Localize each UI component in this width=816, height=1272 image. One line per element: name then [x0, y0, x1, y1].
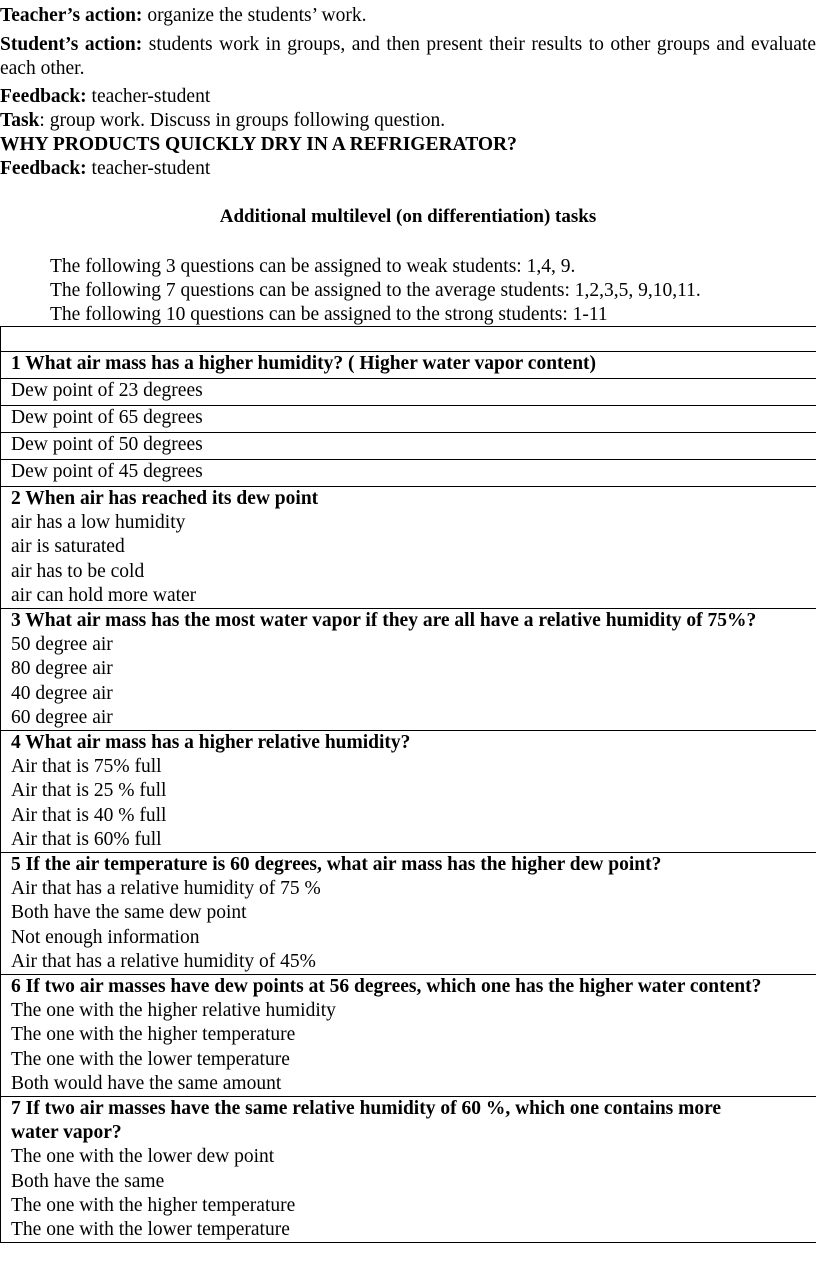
q2-option-1: air has a low humidity [11, 512, 186, 534]
q5-question: 5 If the air temperature is 60 degrees, what air mass has the higher dew point? [11, 854, 662, 876]
q1-question-row [1, 352, 816, 379]
q6-question: 6 If two air masses have dew points at 56 degrees, which one has the higher water content? [11, 976, 762, 998]
student-action-label: Student’s action: [0, 34, 143, 55]
q6-option-2: The one with the higher temperature [11, 1024, 296, 1046]
task-text: : group work. Discuss in groups following question. [39, 110, 446, 131]
q4-block [1, 731, 816, 853]
quiz-table [0, 326, 816, 1243]
q5-block-row [1, 853, 816, 975]
q6-block [1, 975, 816, 1097]
teacher-action-label: Teacher’s action: [0, 5, 143, 26]
q6-option-4: Both would have the same amount [11, 1072, 282, 1094]
q7-option-1: The one with the lower dew point [11, 1146, 275, 1168]
q5-option-4: Air that has a relative humidity of 45% [11, 950, 316, 972]
q1-option-2: Dew point of 65 degrees [1, 406, 816, 433]
q3-option-4: 60 degree air [11, 706, 113, 728]
assignment-average: The following 7 questions can be assigned to the average students: 1,2,3,5, 9,10,11. [50, 280, 701, 301]
q5-option-2: Both have the same dew point [11, 902, 247, 924]
q2-option-2: air is saturated [11, 536, 125, 558]
feedback-line-2 [0, 157, 210, 181]
q7-question-line-1: 7 If two air masses have the same relative humidity of 60 %, which one contains more [11, 1098, 722, 1120]
table-row [1, 433, 816, 460]
q2-block-row [1, 487, 816, 609]
q4-option-1: Air that is 75% full [11, 756, 162, 778]
q2-question: 2 When air has reached its dew point [11, 488, 319, 509]
q1-option-4: Dew point of 45 degrees [1, 460, 816, 487]
q4-block-row [1, 731, 816, 853]
q1-question: 1 What air mass has a higher humidity? ( Higher water vapor content) [1, 352, 816, 379]
table-row [1, 406, 816, 433]
q7-question-line-2: water vapor? [11, 1122, 122, 1144]
q6-block-row [1, 975, 816, 1097]
student-action-paragraph [0, 33, 816, 81]
q3-option-2: 80 degree air [11, 658, 113, 680]
q2-option-3: air has to be cold [11, 560, 145, 582]
assignment-weak: The following 3 questions can be assigned to weak students: 1,4, 9. [50, 256, 576, 277]
q5-option-1: Air that has a relative humidity of 75 % [11, 878, 321, 900]
task-line [0, 109, 445, 133]
q7-option-3: The one with the higher temperature [11, 1194, 296, 1216]
q3-block-row [1, 609, 816, 731]
q7-block-row [1, 1097, 816, 1243]
q6-option-3: The one with the lower temperature [11, 1048, 290, 1070]
q2-option-4: air can hold more water [11, 584, 197, 606]
q3-option-1: 50 degree air [11, 634, 113, 656]
q1-option-1: Dew point of 23 degrees [1, 379, 816, 406]
q3-question: 3 What air mass has the most water vapor if they are all have a relative humidity of 75%? [11, 610, 757, 632]
feedback-label-1: Feedback: [0, 86, 87, 107]
q6-option-1: The one with the higher relative humidity [11, 1000, 336, 1022]
refrigerator-question: WHY PRODUCTS QUICKLY DRY IN A REFRIGERATOR? [0, 134, 517, 155]
feedback-label-2: Feedback: [0, 158, 87, 179]
q5-option-3: Not enough information [11, 926, 200, 948]
q3-option-3: 40 degree air [11, 682, 113, 704]
feedback-line-1 [0, 85, 210, 109]
table-row [1, 460, 816, 487]
q7-block [1, 1097, 816, 1243]
teacher-action-text: organize the students’ work. [142, 5, 367, 26]
feedback-text-1: teacher-student [86, 86, 211, 107]
student-action-text: students work in groups, and then present their results to other groups and evaluate each other. [0, 34, 816, 79]
q7-option-2: Both have the same [11, 1170, 165, 1192]
q1-option-3: Dew point of 50 degrees [1, 433, 816, 460]
section-title: Additional multilevel (on differentiation) tasks [219, 206, 597, 227]
feedback-text-2: teacher-student [86, 158, 211, 179]
task-label: Task [0, 110, 40, 131]
table-empty-row [1, 327, 816, 352]
q4-option-3: Air that is 40 % full [11, 804, 167, 826]
q2-block [1, 487, 816, 609]
q5-block [1, 853, 816, 975]
assignment-strong: The following 10 questions can be assigned to the strong students: 1-11 [50, 304, 608, 325]
teacher-action-line [0, 4, 366, 28]
q7-option-4: The one with the lower temperature [11, 1219, 290, 1241]
q3-block [1, 609, 816, 731]
q4-question: 4 What air mass has a higher relative humidity? [11, 732, 411, 754]
q4-option-2: Air that is 25 % full [11, 780, 167, 802]
table-row [1, 379, 816, 406]
q4-option-4: Air that is 60% full [11, 828, 162, 850]
